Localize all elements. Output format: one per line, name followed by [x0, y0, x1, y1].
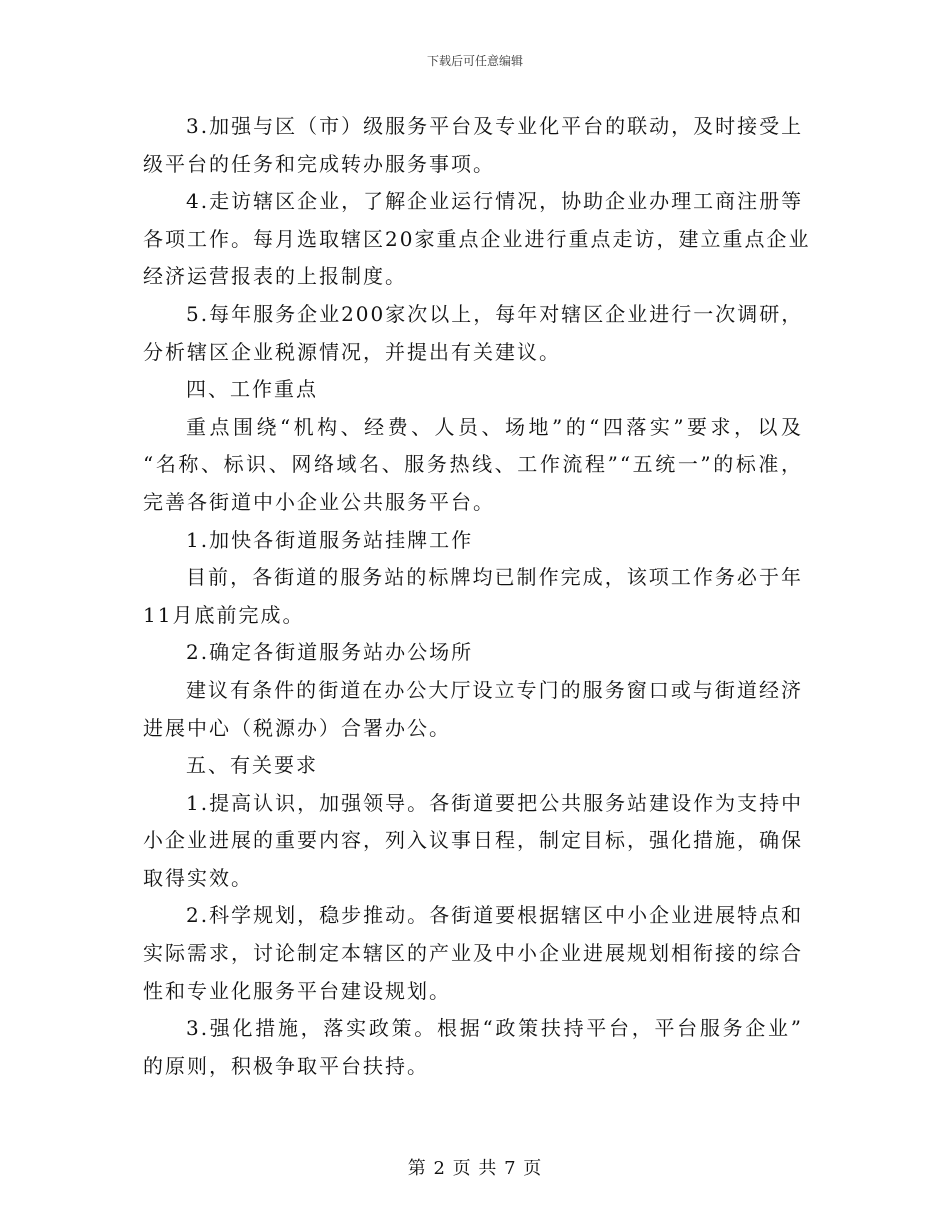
text-line: 2.科学规划，稳步推动。各街道要根据辖区中小企业进展特点和 — [186, 903, 804, 928]
text-line: 实际需求，讨论制定本辖区的产业及中小企业进展规划相衔接的综合 — [143, 941, 803, 966]
text-line: 3.加强与区（市）级服务平台及专业化平台的联动，及时接受上 — [186, 114, 804, 138]
text-line: 级平台的任务和完成转办服务事项。 — [143, 151, 495, 176]
text-line: 5.每年服务企业200家次以上，每年对辖区企业进行一次调研， — [186, 301, 804, 326]
text-line: 完善各街道中小企业公共服务平台。 — [143, 489, 495, 514]
text-line: 3.强化措施，落实政策。根据“政策扶持平台，平台服务企业” — [186, 1016, 803, 1041]
text-line: 目前，各街道的服务站的标牌均已制作完成，该项工作务必于年 — [186, 565, 803, 590]
text-line: 1.提高认识，加强领导。各街道要把公共服务站建设作为支持中 — [186, 790, 804, 815]
text-line: 11月底前完成。 — [143, 602, 305, 627]
text-line: 分析辖区企业税源情况，并提出有关建议。 — [143, 339, 561, 364]
text-line: 1.加快各街道服务站挂牌工作 — [186, 527, 474, 552]
text-line: 五、有关要求 — [186, 753, 318, 778]
text-line: 4.走访辖区企业，了解企业运行情况，协助企业办理工商注册等 — [186, 189, 804, 214]
document-body — [143, 108, 811, 1085]
text-line: 性和专业化服务平台建设规划。 — [143, 978, 451, 1003]
page-header: 下载后可任意编辑 — [426, 54, 523, 68]
text-line: 四、工作重点 — [186, 377, 318, 402]
page-number: 第 2 页 共 7 页 — [407, 1158, 543, 1179]
text-line: 建议有条件的街道在办公大厅设立专门的服务窗口或与街道经济 — [186, 677, 803, 702]
text-line: 重点围绕“机构、经费、人员、场地”的“四落实”要求，以及 — [186, 414, 803, 439]
text-line: 小企业进展的重要内容，列入议事日程，制定目标，强化措施，确保 — [143, 828, 803, 853]
text-line: 进展中心（税源办）合署办公。 — [143, 715, 451, 740]
text-line: 经济运营报表的上报制度。 — [143, 264, 407, 289]
text-line: 的原则，积极争取平台扶持。 — [143, 1053, 429, 1078]
text-line: 取得实效。 — [143, 865, 253, 890]
text-line: “名称、标识、网络域名、服务热线、工作流程”“五统一”的标准， — [143, 452, 803, 477]
text-line: 2.确定各街道服务站办公场所 — [186, 640, 474, 665]
text-line: 各项工作。每月选取辖区20家重点企业进行重点走访，建立重点企业 — [143, 226, 811, 251]
